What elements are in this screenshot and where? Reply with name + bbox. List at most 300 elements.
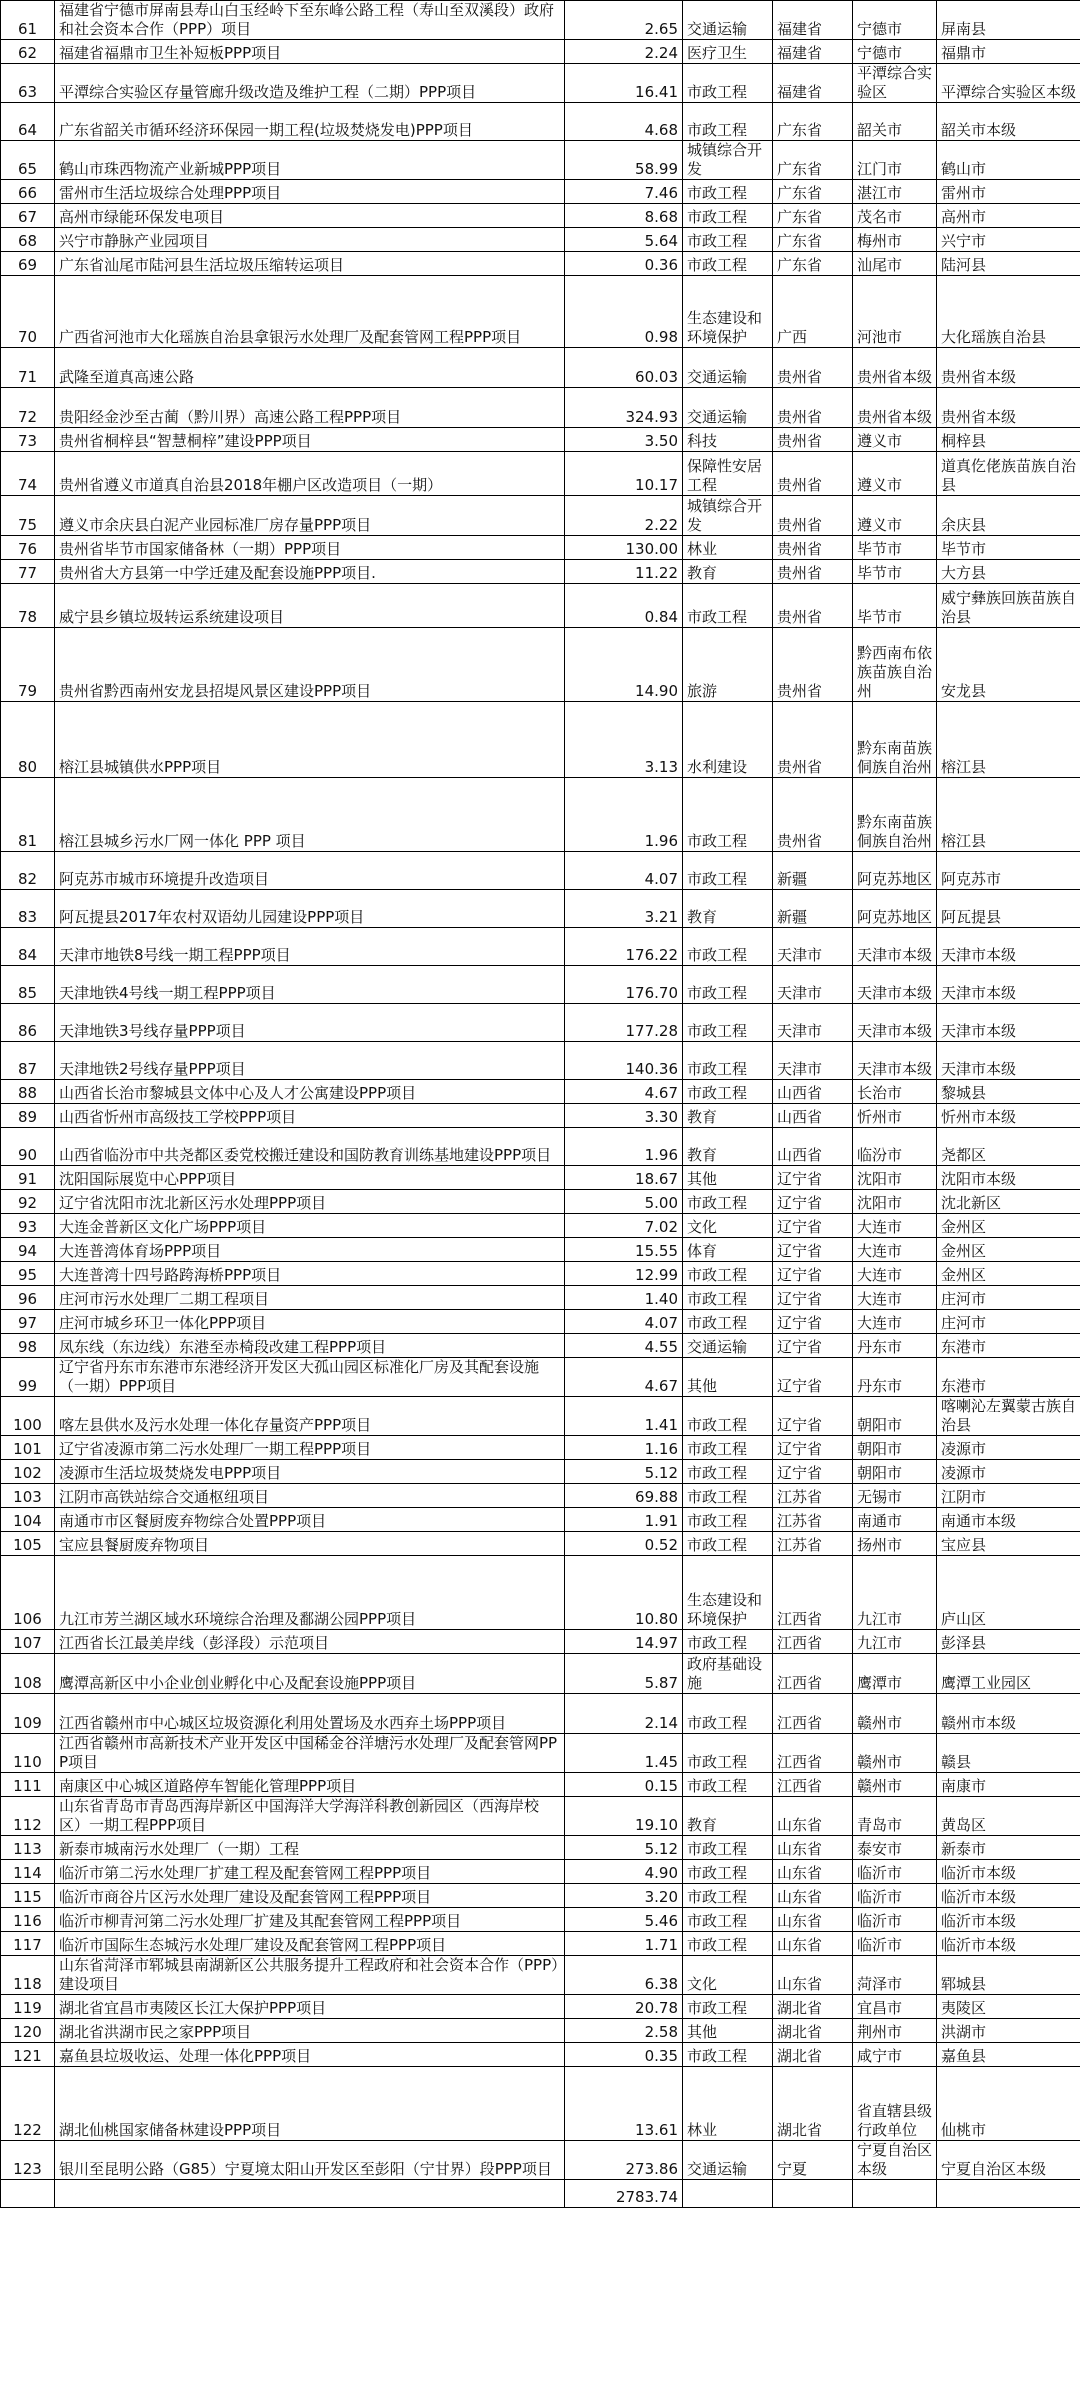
cell-name: 天津地铁3号线存量PPP项目 — [55, 1004, 565, 1042]
table-row — [1, 2067, 1080, 2141]
cell-name: 凤东线（东边线）东港至赤椅段改建工程PPP项目 — [55, 1334, 565, 1358]
table-row — [1, 1734, 1080, 1773]
cell-name: 九江市芳兰湖区域水环境综合治理及鄱湖公园PPP项目 — [55, 1556, 565, 1630]
cell-province: 贵州省 — [773, 778, 853, 852]
cell-province: 广东省 — [773, 103, 853, 141]
cell-province: 贵州省 — [773, 496, 853, 536]
cell-province: 辽宁省 — [773, 1166, 853, 1190]
cell-city: 湛江市 — [853, 180, 937, 204]
cell-name: 贵州省黔西南州安龙县招堤风景区建设PPP项目 — [55, 628, 565, 702]
total-empty-cell — [1, 2180, 55, 2208]
cell-category: 市政工程 — [683, 1460, 773, 1484]
cell-city: 平潭综合实验区 — [853, 64, 937, 103]
cell-province: 山东省 — [773, 1860, 853, 1884]
cell-amount: 6.38 — [565, 1956, 683, 1995]
cell-amount: 19.10 — [565, 1797, 683, 1836]
total-empty-cell — [853, 2180, 937, 2208]
cell-amount: 13.61 — [565, 2067, 683, 2141]
cell-amount: 10.17 — [565, 452, 683, 496]
cell-county: 金州区 — [937, 1262, 1080, 1286]
cell-no: 73 — [1, 428, 55, 452]
cell-amount: 5.00 — [565, 1190, 683, 1214]
table-row — [1, 1932, 1080, 1956]
total-empty-cell — [683, 2180, 773, 2208]
table-row — [1, 276, 1080, 348]
cell-name: 贵阳经金沙至古蔺（黔川界）高速公路工程PPP项目 — [55, 388, 565, 428]
cell-name: 平潭综合实验区存量管廊升级改造及维护工程（二期）PPP项目 — [55, 64, 565, 103]
cell-province: 广东省 — [773, 252, 853, 276]
total-empty-cell — [773, 2180, 853, 2208]
cell-name: 天津市地铁8号线一期工程PPP项目 — [55, 928, 565, 966]
cell-no: 83 — [1, 890, 55, 928]
cell-city: 遵义市 — [853, 428, 937, 452]
cell-city: 咸宁市 — [853, 2043, 937, 2067]
cell-name: 榕江县城乡污水厂网一体化 PPP 项目 — [55, 778, 565, 852]
cell-city: 忻州市 — [853, 1104, 937, 1128]
cell-no: 82 — [1, 852, 55, 890]
table-row — [1, 1238, 1080, 1262]
cell-no: 112 — [1, 1797, 55, 1836]
cell-no: 63 — [1, 64, 55, 103]
cell-category: 市政工程 — [683, 1932, 773, 1956]
cell-province: 贵州省 — [773, 388, 853, 428]
cell-amount: 3.20 — [565, 1884, 683, 1908]
cell-county: 喀喇沁左翼蒙古族自治县 — [937, 1397, 1080, 1436]
table-row — [1, 348, 1080, 388]
total-empty-cell — [937, 2180, 1080, 2208]
cell-city: 韶关市 — [853, 103, 937, 141]
cell-county: 天津市本级 — [937, 1004, 1080, 1042]
cell-no: 65 — [1, 141, 55, 180]
cell-city: 大连市 — [853, 1238, 937, 1262]
cell-county: 屏南县 — [937, 1, 1080, 40]
table-row — [1, 1484, 1080, 1508]
cell-category: 林业 — [683, 2067, 773, 2141]
cell-name: 凌源市生活垃圾焚烧发电PPP项目 — [55, 1460, 565, 1484]
cell-county: 南通市本级 — [937, 1508, 1080, 1532]
cell-city: 梅州市 — [853, 228, 937, 252]
table-row — [1, 252, 1080, 276]
cell-county: 鹤山市 — [937, 141, 1080, 180]
cell-no: 105 — [1, 1532, 55, 1556]
cell-category: 市政工程 — [683, 1262, 773, 1286]
cell-no: 102 — [1, 1460, 55, 1484]
cell-amount: 1.96 — [565, 1128, 683, 1166]
cell-category: 教育 — [683, 560, 773, 584]
table-row — [1, 1995, 1080, 2019]
cell-no: 119 — [1, 1995, 55, 2019]
cell-county: 大化瑶族自治县 — [937, 276, 1080, 348]
cell-amount: 1.71 — [565, 1932, 683, 1956]
cell-city: 赣州市 — [853, 1773, 937, 1797]
cell-no: 117 — [1, 1932, 55, 1956]
cell-name: 大连普湾十四号路跨海桥PPP项目 — [55, 1262, 565, 1286]
cell-name: 山东省青岛市青岛西海岸新区中国海洋大学海洋科教创新园区（西海岸校区）一期工程PPP项目 — [55, 1797, 565, 1836]
cell-category: 市政工程 — [683, 1995, 773, 2019]
cell-city: 临沂市 — [853, 1932, 937, 1956]
cell-city: 黔西南布依族苗族自治州 — [853, 628, 937, 702]
cell-category: 市政工程 — [683, 852, 773, 890]
cell-province: 贵州省 — [773, 628, 853, 702]
table-row — [1, 1556, 1080, 1630]
cell-province: 山东省 — [773, 1908, 853, 1932]
cell-province: 江西省 — [773, 1734, 853, 1773]
cell-county: 凌源市 — [937, 1436, 1080, 1460]
cell-category: 交通运输 — [683, 1, 773, 40]
cell-amount: 1.96 — [565, 778, 683, 852]
cell-amount: 5.87 — [565, 1654, 683, 1694]
cell-city: 荆州市 — [853, 2019, 937, 2043]
cell-category: 市政工程 — [683, 252, 773, 276]
cell-name: 宝应县餐厨废弃物项目 — [55, 1532, 565, 1556]
cell-province: 江西省 — [773, 1654, 853, 1694]
cell-category: 交通运输 — [683, 388, 773, 428]
cell-county: 大方县 — [937, 560, 1080, 584]
cell-city: 茂名市 — [853, 204, 937, 228]
cell-no: 88 — [1, 1080, 55, 1104]
cell-city: 天津市本级 — [853, 1004, 937, 1042]
table-row — [1, 1080, 1080, 1104]
cell-category: 市政工程 — [683, 1630, 773, 1654]
cell-province: 江苏省 — [773, 1532, 853, 1556]
cell-category: 其他 — [683, 1358, 773, 1397]
cell-county: 安龙县 — [937, 628, 1080, 702]
cell-province: 广东省 — [773, 180, 853, 204]
cell-name: 鹰潭高新区中小企业创业孵化中心及配套设施PPP项目 — [55, 1654, 565, 1694]
cell-no: 81 — [1, 778, 55, 852]
table-row — [1, 141, 1080, 180]
table-row — [1, 890, 1080, 928]
cell-county: 忻州市本级 — [937, 1104, 1080, 1128]
cell-city: 宜昌市 — [853, 1995, 937, 2019]
cell-county: 威宁彝族回族苗族自治县 — [937, 584, 1080, 628]
cell-county: 福鼎市 — [937, 40, 1080, 64]
cell-no: 85 — [1, 966, 55, 1004]
cell-county: 江阴市 — [937, 1484, 1080, 1508]
cell-name: 贵州省毕节市国家储备林（一期）PPP项目 — [55, 536, 565, 560]
cell-amount: 2.65 — [565, 1, 683, 40]
cell-name: 湖北省宜昌市夷陵区长江大保护PPP项目 — [55, 1995, 565, 2019]
cell-amount: 0.98 — [565, 276, 683, 348]
cell-no: 74 — [1, 452, 55, 496]
cell-name: 天津地铁2号线存量PPP项目 — [55, 1042, 565, 1080]
cell-amount: 5.12 — [565, 1836, 683, 1860]
cell-category: 交通运输 — [683, 348, 773, 388]
cell-category: 文化 — [683, 1214, 773, 1238]
cell-province: 山西省 — [773, 1104, 853, 1128]
table-row — [1, 1262, 1080, 1286]
cell-name: 广东省汕尾市陆河县生活垃圾压缩转运项目 — [55, 252, 565, 276]
cell-province: 广东省 — [773, 228, 853, 252]
cell-no: 108 — [1, 1654, 55, 1694]
cell-no: 94 — [1, 1238, 55, 1262]
cell-no: 113 — [1, 1836, 55, 1860]
cell-province: 辽宁省 — [773, 1214, 853, 1238]
cell-province: 福建省 — [773, 40, 853, 64]
cell-county: 临沂市本级 — [937, 1908, 1080, 1932]
cell-city: 鹰潭市 — [853, 1654, 937, 1694]
cell-county: 临沂市本级 — [937, 1860, 1080, 1884]
cell-county: 天津市本级 — [937, 966, 1080, 1004]
cell-county: 兴宁市 — [937, 228, 1080, 252]
cell-name: 嘉鱼县垃圾收运、处理一体化PPP项目 — [55, 2043, 565, 2067]
cell-county: 赣县 — [937, 1734, 1080, 1773]
cell-no: 66 — [1, 180, 55, 204]
cell-name: 天津地铁4号线一期工程PPP项目 — [55, 966, 565, 1004]
cell-amount: 3.30 — [565, 1104, 683, 1128]
table-row — [1, 1104, 1080, 1128]
cell-name: 江西省长江最美岸线（彭泽段）示范项目 — [55, 1630, 565, 1654]
cell-no: 103 — [1, 1484, 55, 1508]
cell-category: 市政工程 — [683, 1908, 773, 1932]
cell-name: 鹤山市珠西物流产业新城PPP项目 — [55, 141, 565, 180]
cell-name: 广西省河池市大化瑶族自治县拿银污水处理厂及配套管网工程PPP项目 — [55, 276, 565, 348]
table-row — [1, 1860, 1080, 1884]
cell-county: 雷州市 — [937, 180, 1080, 204]
cell-province: 山西省 — [773, 1128, 853, 1166]
cell-category: 市政工程 — [683, 1042, 773, 1080]
cell-name: 庄河市污水处理厂二期工程项目 — [55, 1286, 565, 1310]
cell-county: 毕节市 — [937, 536, 1080, 560]
cell-name: 沈阳国际展览中心PPP项目 — [55, 1166, 565, 1190]
cell-no: 84 — [1, 928, 55, 966]
cell-county: 尧都区 — [937, 1128, 1080, 1166]
cell-province: 天津市 — [773, 966, 853, 1004]
cell-name: 福建省宁德市屏南县寿山白玉经岭下至东峰公路工程（寿山至双溪段）政府和社会资本合作（PPP）项目 — [55, 1, 565, 40]
cell-city: 朝阳市 — [853, 1436, 937, 1460]
cell-province: 山西省 — [773, 1080, 853, 1104]
cell-name: 辽宁省凌源市第二污水处理厂一期工程PPP项目 — [55, 1436, 565, 1460]
cell-city: 泰安市 — [853, 1836, 937, 1860]
cell-city: 南通市 — [853, 1508, 937, 1532]
cell-province: 贵州省 — [773, 428, 853, 452]
cell-city: 遵义市 — [853, 452, 937, 496]
cell-county: 东港市 — [937, 1334, 1080, 1358]
table-row — [1, 1630, 1080, 1654]
cell-city: 黔东南苗族侗族自治州 — [853, 702, 937, 778]
cell-city: 赣州市 — [853, 1734, 937, 1773]
cell-no: 87 — [1, 1042, 55, 1080]
cell-amount: 3.50 — [565, 428, 683, 452]
cell-county: 宁夏自治区本级 — [937, 2141, 1080, 2180]
cell-amount: 3.13 — [565, 702, 683, 778]
cell-amount: 60.03 — [565, 348, 683, 388]
cell-province: 天津市 — [773, 1042, 853, 1080]
cell-amount: 2.58 — [565, 2019, 683, 2043]
cell-province: 新疆 — [773, 890, 853, 928]
cell-name: 辽宁省沈阳市沈北新区污水处理PPP项目 — [55, 1190, 565, 1214]
table-row — [1, 966, 1080, 1004]
cell-no: 107 — [1, 1630, 55, 1654]
cell-category: 其他 — [683, 2019, 773, 2043]
cell-category: 旅游 — [683, 628, 773, 702]
cell-no: 71 — [1, 348, 55, 388]
table-row — [1, 1532, 1080, 1556]
table-row — [1, 1042, 1080, 1080]
cell-city: 毕节市 — [853, 536, 937, 560]
cell-name: 山西省长治市黎城县文体中心及人才公寓建设PPP项目 — [55, 1080, 565, 1104]
cell-province: 江西省 — [773, 1630, 853, 1654]
cell-city: 大连市 — [853, 1262, 937, 1286]
cell-county: 凌源市 — [937, 1460, 1080, 1484]
cell-county: 道真仡佬族苗族自治县 — [937, 452, 1080, 496]
cell-amount: 2.22 — [565, 496, 683, 536]
cell-no: 100 — [1, 1397, 55, 1436]
cell-province: 辽宁省 — [773, 1436, 853, 1460]
cell-province: 贵州省 — [773, 348, 853, 388]
cell-category: 市政工程 — [683, 1436, 773, 1460]
cell-county: 鹰潭工业园区 — [937, 1654, 1080, 1694]
cell-city: 青岛市 — [853, 1797, 937, 1836]
cell-city: 菏泽市 — [853, 1956, 937, 1995]
cell-name: 南康区中心城区道路停车智能化管理PPP项目 — [55, 1773, 565, 1797]
table-row — [1, 2141, 1080, 2180]
cell-province: 江西省 — [773, 1556, 853, 1630]
cell-county: 高州市 — [937, 204, 1080, 228]
cell-amount: 12.99 — [565, 1262, 683, 1286]
cell-no: 93 — [1, 1214, 55, 1238]
cell-amount: 10.80 — [565, 1556, 683, 1630]
cell-no: 114 — [1, 1860, 55, 1884]
cell-category: 交通运输 — [683, 2141, 773, 2180]
cell-category: 市政工程 — [683, 180, 773, 204]
cell-amount: 14.90 — [565, 628, 683, 702]
cell-province: 辽宁省 — [773, 1190, 853, 1214]
cell-county: 南康市 — [937, 1773, 1080, 1797]
cell-amount: 140.36 — [565, 1042, 683, 1080]
table-row — [1, 1286, 1080, 1310]
table-row — [1, 1128, 1080, 1166]
cell-category: 市政工程 — [683, 928, 773, 966]
cell-no: 109 — [1, 1694, 55, 1734]
cell-amount: 130.00 — [565, 536, 683, 560]
cell-amount: 7.46 — [565, 180, 683, 204]
cell-category: 科技 — [683, 428, 773, 452]
cell-name: 阿克苏市城市环境提升改造项目 — [55, 852, 565, 890]
cell-amount: 4.07 — [565, 852, 683, 890]
table-row — [1, 1956, 1080, 1995]
cell-province: 辽宁省 — [773, 1310, 853, 1334]
cell-category: 文化 — [683, 1956, 773, 1995]
cell-county: 沈北新区 — [937, 1190, 1080, 1214]
cell-no: 76 — [1, 536, 55, 560]
cell-county: 桐梓县 — [937, 428, 1080, 452]
cell-category: 市政工程 — [683, 228, 773, 252]
cell-amount: 0.52 — [565, 1532, 683, 1556]
cell-county: 新泰市 — [937, 1836, 1080, 1860]
cell-name: 贵州省桐梓县“智慧桐梓”建设PPP项目 — [55, 428, 565, 452]
cell-name: 江西省赣州市高新技术产业开发区中国稀金谷洋塘污水处理厂及配套管网PPP项目 — [55, 1734, 565, 1773]
cell-amount: 8.68 — [565, 204, 683, 228]
cell-city: 省直辖县级行政单位 — [853, 2067, 937, 2141]
cell-amount: 2.24 — [565, 40, 683, 64]
cell-province: 辽宁省 — [773, 1334, 853, 1358]
cell-amount: 5.46 — [565, 1908, 683, 1932]
table-row — [1, 1397, 1080, 1436]
cell-city: 毕节市 — [853, 560, 937, 584]
table-row — [1, 1797, 1080, 1836]
cell-province: 湖北省 — [773, 2043, 853, 2067]
cell-province: 辽宁省 — [773, 1262, 853, 1286]
cell-province: 天津市 — [773, 928, 853, 966]
cell-name: 银川至昆明公路（G85）宁夏境太阳山开发区至彭阳（宁甘界）段PPP项目 — [55, 2141, 565, 2180]
cell-province: 宁夏 — [773, 2141, 853, 2180]
cell-province: 广东省 — [773, 141, 853, 180]
cell-no: 79 — [1, 628, 55, 702]
cell-amount: 176.70 — [565, 966, 683, 1004]
cell-province: 福建省 — [773, 1, 853, 40]
cell-county: 金州区 — [937, 1238, 1080, 1262]
cell-category: 市政工程 — [683, 1080, 773, 1104]
cell-category: 教育 — [683, 1128, 773, 1166]
cell-category: 城镇综合开发 — [683, 141, 773, 180]
cell-name: 湖北省洪湖市民之家PPP项目 — [55, 2019, 565, 2043]
cell-city: 黔东南苗族侗族自治州 — [853, 778, 937, 852]
table-row — [1, 928, 1080, 966]
cell-county: 榕江县 — [937, 702, 1080, 778]
cell-no: 68 — [1, 228, 55, 252]
table-row — [1, 1836, 1080, 1860]
cell-city: 遵义市 — [853, 496, 937, 536]
cell-category: 市政工程 — [683, 584, 773, 628]
cell-name: 阿瓦提县2017年农村双语幼儿园建设PPP项目 — [55, 890, 565, 928]
cell-amount: 1.16 — [565, 1436, 683, 1460]
cell-city: 大连市 — [853, 1214, 937, 1238]
cell-category: 其他 — [683, 1166, 773, 1190]
cell-no: 67 — [1, 204, 55, 228]
cell-province: 辽宁省 — [773, 1286, 853, 1310]
cell-province: 湖北省 — [773, 2019, 853, 2043]
table-row — [1, 584, 1080, 628]
table-row — [1, 2043, 1080, 2067]
cell-no: 69 — [1, 252, 55, 276]
cell-province: 辽宁省 — [773, 1358, 853, 1397]
cell-category: 城镇综合开发 — [683, 496, 773, 536]
cell-county: 东港市 — [937, 1358, 1080, 1397]
cell-county: 嘉鱼县 — [937, 2043, 1080, 2067]
cell-category: 市政工程 — [683, 1310, 773, 1334]
cell-category: 保障性安居工程 — [683, 452, 773, 496]
cell-name: 新泰市城南污水处理厂（一期）工程 — [55, 1836, 565, 1860]
cell-amount: 7.02 — [565, 1214, 683, 1238]
cell-category: 生态建设和环境保护 — [683, 1556, 773, 1630]
cell-county: 宝应县 — [937, 1532, 1080, 1556]
cell-city: 临沂市 — [853, 1884, 937, 1908]
cell-name: 遵义市余庆县白泥产业园标准厂房存量PPP项目 — [55, 496, 565, 536]
cell-city: 临汾市 — [853, 1128, 937, 1166]
cell-no: 95 — [1, 1262, 55, 1286]
cell-county: 沈阳市本级 — [937, 1166, 1080, 1190]
table-row — [1, 1190, 1080, 1214]
table-row — [1, 1334, 1080, 1358]
table-row — [1, 1358, 1080, 1397]
cell-city: 河池市 — [853, 276, 937, 348]
cell-no: 121 — [1, 2043, 55, 2067]
table-row — [1, 103, 1080, 141]
cell-category: 市政工程 — [683, 204, 773, 228]
cell-no: 89 — [1, 1104, 55, 1128]
cell-name: 高州市绿能环保发电项目 — [55, 204, 565, 228]
cell-category: 市政工程 — [683, 1884, 773, 1908]
cell-category: 市政工程 — [683, 1532, 773, 1556]
table-row — [1, 852, 1080, 890]
table-row — [1, 388, 1080, 428]
total-row — [1, 2180, 1080, 2208]
cell-category: 政府基础设施 — [683, 1654, 773, 1694]
cell-no: 61 — [1, 1, 55, 40]
table-row — [1, 1, 1080, 40]
cell-no: 110 — [1, 1734, 55, 1773]
